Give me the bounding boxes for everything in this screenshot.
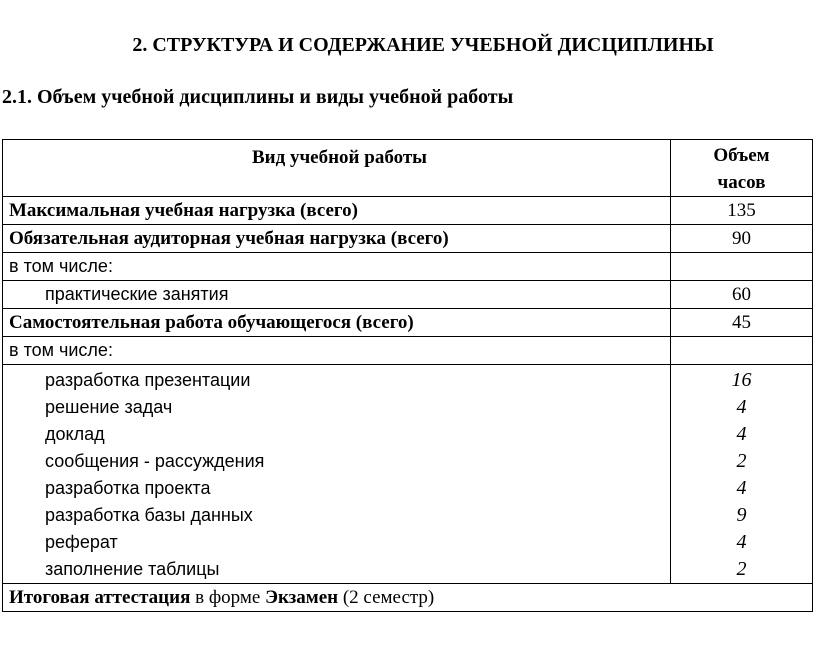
final-attestation [3,584,813,612]
subsection-title: 2.1. Объем учебной дисциплины и виды учебной работы [2,86,514,108]
table-row [3,253,813,281]
section-title: 2. СТРУКТУРА И СОДЕРЖАНИЕ УЧЕБНОЙ ДИСЦИПЛИНЫ [132,34,714,56]
row-label: практические занятия [3,281,671,309]
independent-items-row [3,365,813,584]
table-row [3,281,813,309]
list-item: заполнение таблицы [45,559,220,579]
row-value: 135 [671,197,813,225]
table-row [3,225,813,253]
list-item-value: 2 [736,558,747,580]
list-item: разработка базы данных [45,505,253,525]
table-header-row [3,140,813,197]
list-item: решение задач [45,397,173,417]
list-item-value: 9 [736,504,747,526]
header-hours-line2: часов [717,172,766,193]
row-value [671,337,813,365]
table-row [3,197,813,225]
list-item: разработка презентации [45,370,251,390]
table-row [3,309,813,337]
final-attestation-label: Итоговая аттестация [9,587,191,608]
semester-text: (2 семестр) [338,587,435,608]
row-label: Максимальная учебная нагрузка (всего) [3,197,671,225]
list-item-value: 4 [736,396,747,418]
list-item-value: 16 [731,369,752,391]
list-item: реферат [45,532,118,552]
row-label: Обязательная аудиторная учебная нагрузка (всего) [3,225,671,253]
independent-items-values [671,365,813,584]
header-hours [671,140,813,197]
independent-items-labels [3,365,671,584]
list-item: разработка проекта [45,478,211,498]
row-value: 45 [671,309,813,337]
list-item: сообщения - рассуждения [45,451,265,471]
list-item-value: 4 [736,531,747,553]
list-item-value: 4 [736,423,747,445]
row-label: в том числе: [3,337,671,365]
list-item: доклад [45,424,105,444]
header-work-type: Вид учебной работы [3,140,671,197]
header-hours-line1: Объем [713,145,770,166]
list-item-value: 2 [736,450,747,472]
row-value: 60 [671,281,813,309]
list-item-value: 4 [736,477,747,499]
table-row [3,337,813,365]
row-value [671,253,813,281]
row-label: Самостоятельная работа обучающегося (всего) [3,309,671,337]
row-value: 90 [671,225,813,253]
exam-label: Экзамен [265,587,339,608]
final-attestation-row [3,584,813,612]
workload-table [2,139,813,612]
final-attestation-text: в форме [190,587,266,608]
row-label: в том числе: [3,253,671,281]
